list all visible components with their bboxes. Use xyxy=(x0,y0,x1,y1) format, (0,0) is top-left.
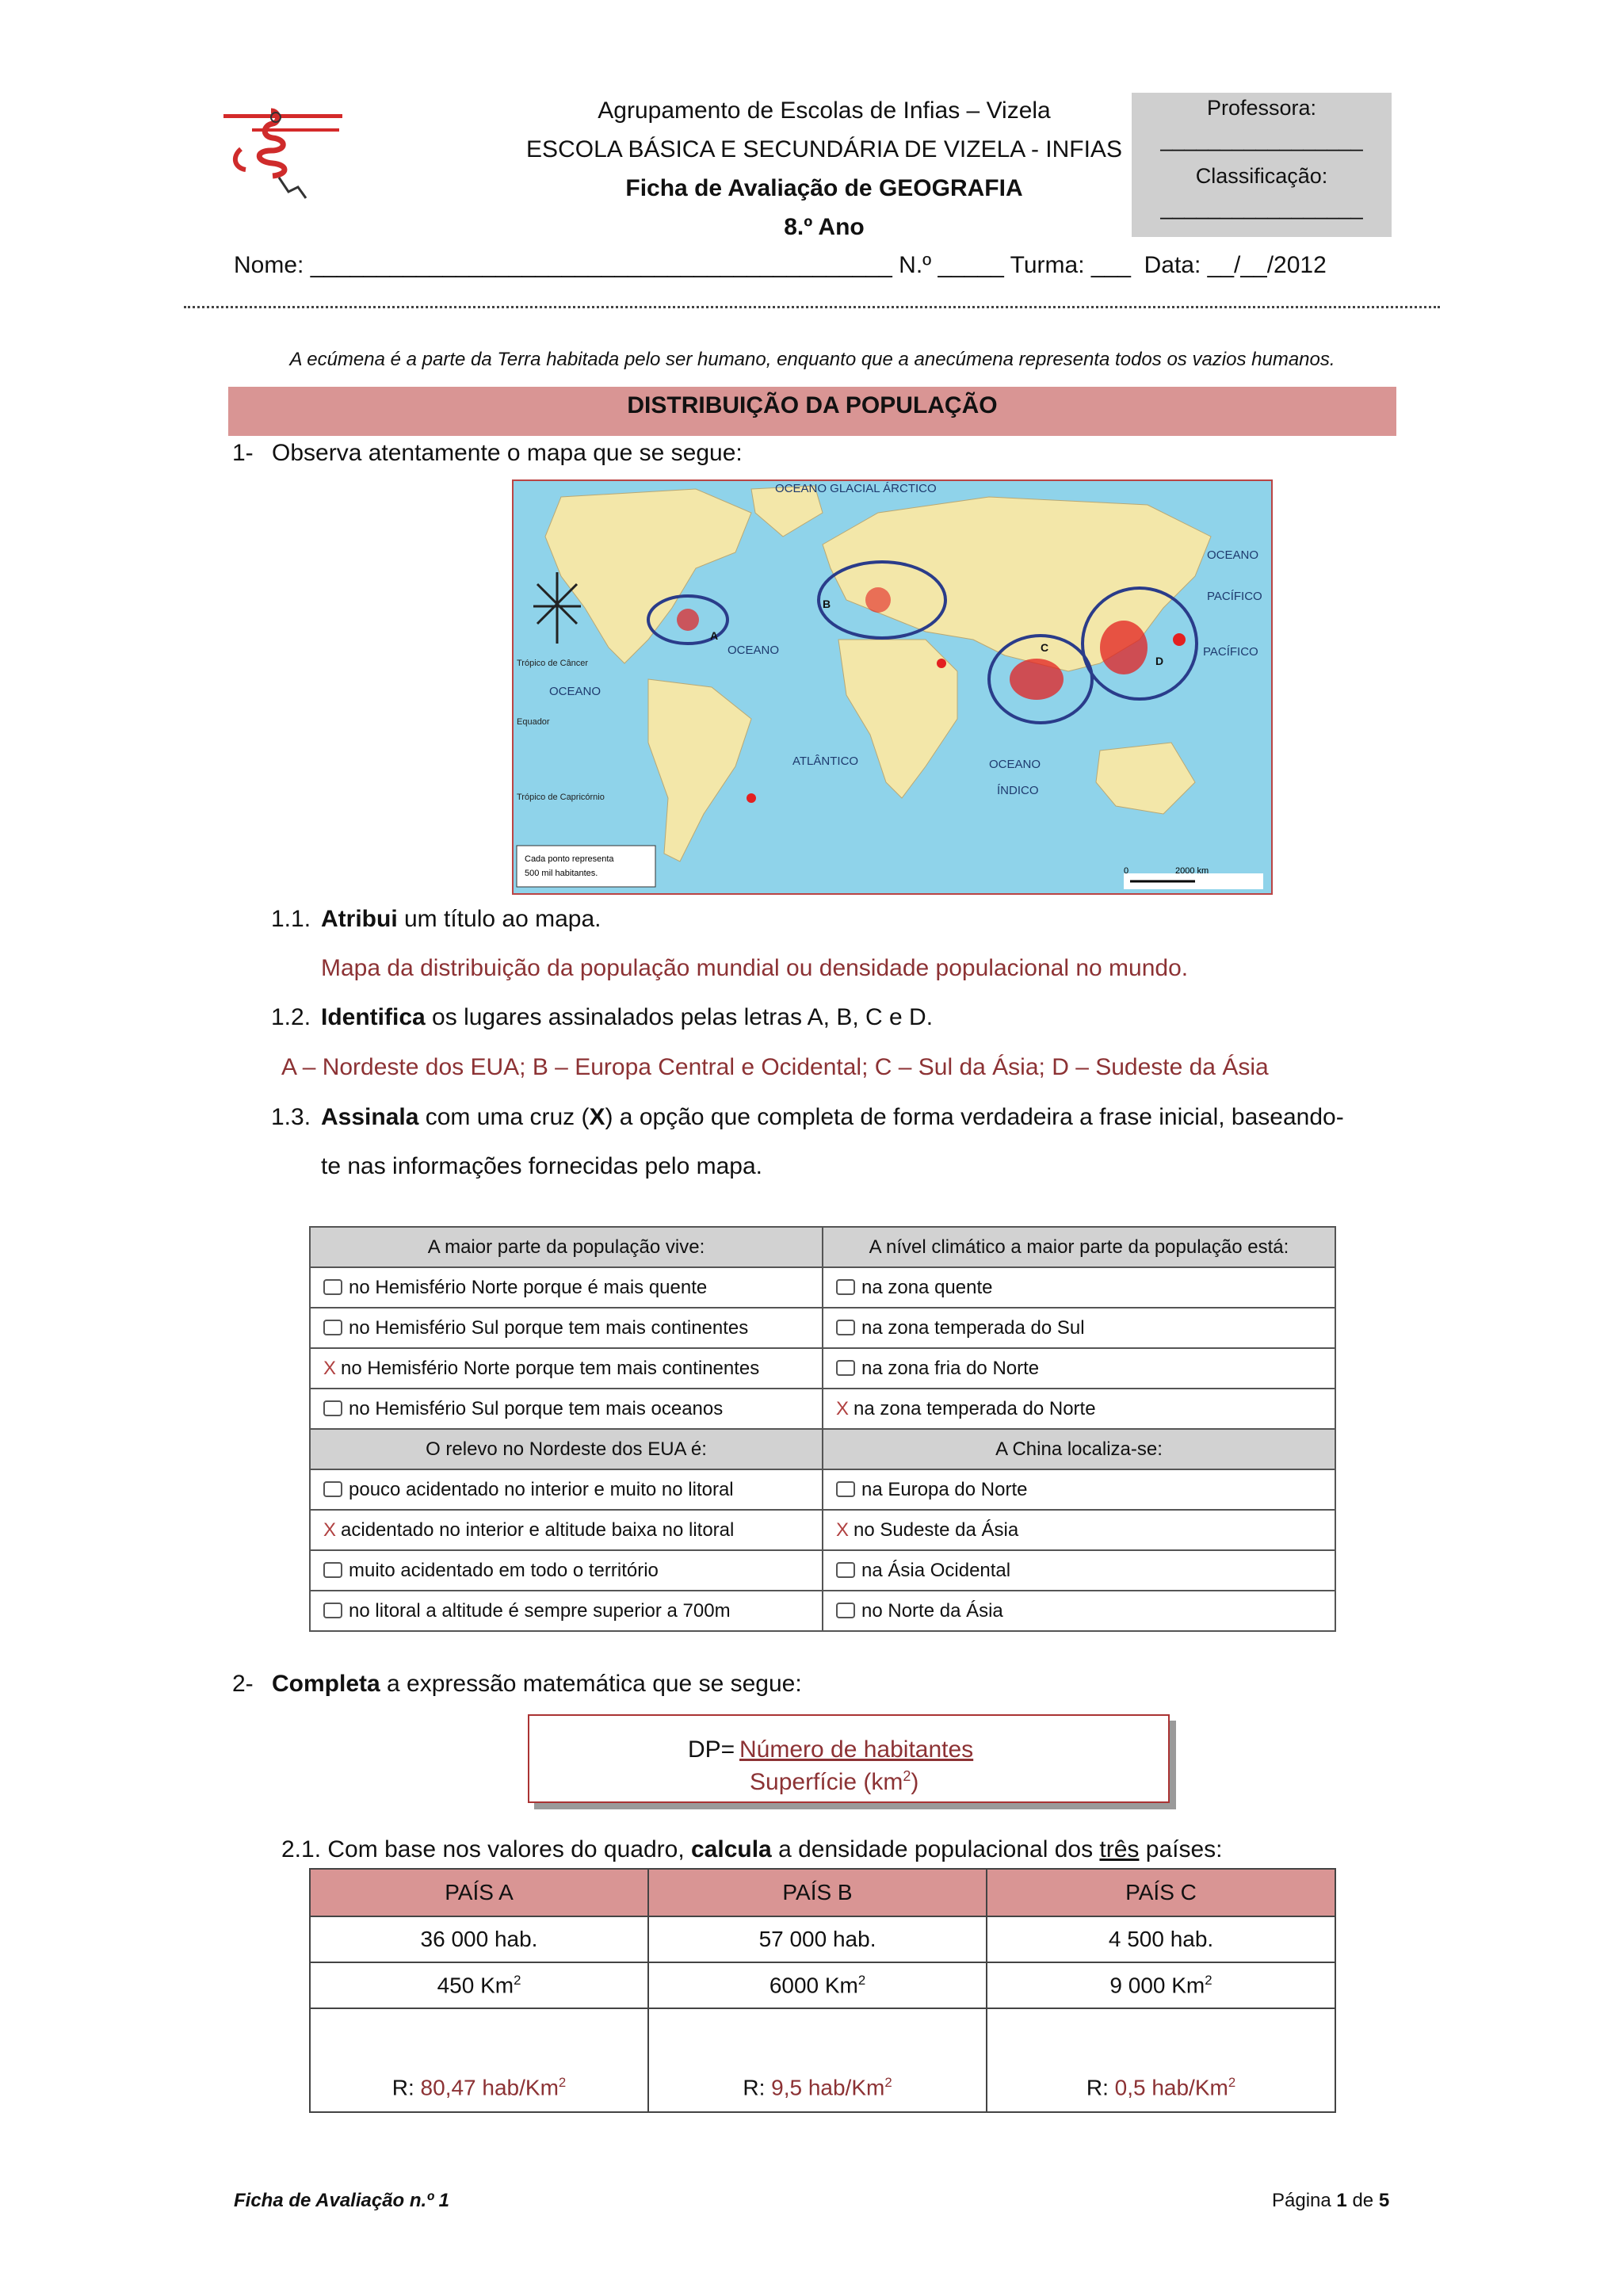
checkbox-icon[interactable] xyxy=(323,1279,342,1295)
formula-close: ) xyxy=(911,1769,919,1795)
q21-text-b: a densidade populacional dos xyxy=(778,1836,1094,1862)
q1-text: Observa atentamente o mapa que se segue: xyxy=(272,440,743,466)
result-a-value: 80,47 hab/Km xyxy=(420,2075,559,2099)
option-cell-right[interactable] xyxy=(823,1469,1335,1510)
density-header-b: PAÍS B xyxy=(648,1869,987,1916)
map-label-capricorn: Trópico de Capricórnio xyxy=(517,793,605,802)
option-cell-left[interactable] xyxy=(310,1267,823,1308)
area-a xyxy=(310,1962,648,2008)
q13-prompt xyxy=(321,1104,1344,1131)
area-a-sup: 2 xyxy=(514,1972,521,1988)
options-row xyxy=(310,1469,1335,1510)
option-cell-left[interactable] xyxy=(310,1469,823,1510)
q2-text: a expressão matemática que se segue: xyxy=(387,1671,802,1697)
option-text: no Norte da Ásia xyxy=(861,1599,1003,1622)
q13-text-c: te nas informações fornecidas pelo mapa. xyxy=(321,1153,762,1179)
q2-bold: Completa xyxy=(272,1671,380,1697)
area-c-sup: 2 xyxy=(1205,1972,1212,1988)
result-c-value: 0,5 hab/Km xyxy=(1114,2075,1228,2099)
options-row xyxy=(310,1308,1335,1348)
option-cell-left[interactable] xyxy=(310,1550,823,1591)
checkbox-icon[interactable] xyxy=(323,1400,342,1416)
q11-bold: Atribui xyxy=(321,906,398,932)
option-cell-right[interactable] xyxy=(823,1550,1335,1591)
map-label-equator: Equador xyxy=(517,717,550,727)
map-label-indian: ÍNDICO xyxy=(997,784,1039,797)
option-cell-left[interactable] xyxy=(310,1591,823,1631)
population-map xyxy=(512,479,1273,895)
teacher-grade-box xyxy=(1132,93,1392,237)
option-text: pouco acidentado no interior e muito no litoral xyxy=(349,1478,734,1500)
header-group-name: Agrupamento de Escolas de Infias – Vizela xyxy=(598,97,1051,124)
q11-text: um título ao mapa. xyxy=(404,906,601,932)
q11-number: 1.1. xyxy=(271,906,311,932)
map-scale-km: 2000 km xyxy=(1175,866,1209,876)
footer-page-num: 1 xyxy=(1336,2190,1347,2211)
header-grade: 8.º Ano xyxy=(784,214,865,240)
option-x-mark: X xyxy=(836,1519,850,1541)
header-divider xyxy=(184,306,1440,308)
footer-title: Ficha de Avaliação n.º 1 xyxy=(234,2190,449,2211)
q12-number: 1.2. xyxy=(271,1004,311,1030)
option-text: na zona temperada do Norte xyxy=(854,1397,1096,1419)
population-b: 57 000 hab. xyxy=(648,1916,987,1962)
option-cell-left[interactable] xyxy=(310,1389,823,1429)
checkbox-icon[interactable] xyxy=(323,1562,342,1578)
area-b xyxy=(648,1962,987,2008)
result-a-prefix: R: xyxy=(391,2075,414,2099)
option-text: na zona quente xyxy=(861,1276,993,1298)
map-label-ocean-2: OCEANO xyxy=(549,685,601,698)
option-text: muito acidentado em todo o território xyxy=(349,1559,659,1581)
footer-of-word: de xyxy=(1352,2190,1374,2211)
map-letter-d: D xyxy=(1155,655,1164,667)
option-cell-right[interactable] xyxy=(823,1510,1335,1550)
checkbox-icon[interactable] xyxy=(323,1603,342,1618)
options-row xyxy=(310,1550,1335,1591)
option-text: na zona fria do Norte xyxy=(861,1357,1040,1379)
formula-denominator-text: Superfície (km xyxy=(750,1769,903,1795)
formula-prefix: DP= xyxy=(688,1736,735,1763)
options-row xyxy=(310,1348,1335,1389)
map-label-atlantic: ATLÂNTICO xyxy=(792,755,859,768)
q13-text-a: com uma cruz ( xyxy=(425,1104,590,1130)
grade-label: Classificação: xyxy=(1195,164,1328,188)
options-row xyxy=(310,1267,1335,1308)
result-c-sup: 2 xyxy=(1228,2074,1236,2090)
checkbox-icon[interactable] xyxy=(836,1562,855,1578)
map-letter-c: C xyxy=(1041,641,1049,654)
option-text: na Europa do Norte xyxy=(861,1478,1028,1500)
result-b-sup: 2 xyxy=(884,2074,892,2090)
footer-page xyxy=(1272,2190,1389,2212)
map-letter-a: A xyxy=(710,629,719,642)
option-cell-right[interactable] xyxy=(823,1267,1335,1308)
result-a xyxy=(310,2008,648,2112)
options-row xyxy=(310,1510,1335,1550)
map-legend-1: Cada ponto representa xyxy=(525,854,614,864)
option-x-mark: X xyxy=(323,1357,337,1379)
options-row xyxy=(310,1389,1335,1429)
checkbox-icon[interactable] xyxy=(836,1360,855,1376)
section-title: DISTRIBUIÇÃO DA POPULAÇÃO xyxy=(228,387,1396,436)
q13-number: 1.3. xyxy=(271,1104,311,1130)
population-a: 36 000 hab. xyxy=(310,1916,648,1962)
options-header-row xyxy=(310,1429,1335,1469)
q13-bold: Assinala xyxy=(321,1104,419,1130)
map-label-pacific-2: PACÍFICO xyxy=(1203,645,1258,659)
result-c-prefix: R: xyxy=(1086,2075,1109,2099)
map-label-arctic: OCEANO GLACIAL ÁRCTICO xyxy=(775,482,937,495)
q21-underline: três xyxy=(1099,1836,1140,1862)
options-row xyxy=(310,1591,1335,1631)
options-header-right: A nível climático a maior parte da população está: xyxy=(823,1227,1335,1267)
header-school-name: ESCOLA BÁSICA E SECUNDÁRIA DE VIZELA - INFIAS xyxy=(526,136,1122,162)
q13-x: X xyxy=(589,1104,605,1130)
density-table xyxy=(309,1868,1336,2113)
q11-prompt xyxy=(321,906,601,933)
student-id-line: Nome: ____________________________________________ N.º _____ Turma: ___ Data: __/__/2012 xyxy=(234,252,1327,278)
option-text: no Hemisfério Sul porque tem mais continentes xyxy=(349,1316,749,1339)
q21-text-a: Com base nos valores do quadro, xyxy=(327,1836,685,1862)
q1-number: 1- xyxy=(232,440,254,466)
q11-answer: Mapa da distribuição da população mundial ou densidade populacional no mundo. xyxy=(321,955,1189,981)
result-c xyxy=(987,2008,1335,2112)
options-header-left: O relevo no Nordeste dos EUA é: xyxy=(310,1429,823,1469)
map-letter-b: B xyxy=(823,598,831,610)
density-header-a: PAÍS A xyxy=(310,1869,648,1916)
q13-text-b: ) a opção que completa de forma verdadeira a frase inicial, baseando- xyxy=(605,1104,1344,1130)
checkbox-icon[interactable] xyxy=(323,1481,342,1497)
area-b-sup: 2 xyxy=(857,1972,866,1988)
footer-page-total: 5 xyxy=(1378,2190,1390,2211)
option-cell-left[interactable] xyxy=(310,1510,823,1550)
intro-text: A ecúmena é a parte da Terra habitada pelo ser humano, enquanto que a anecúmena representa todos os vazios humanos. xyxy=(289,349,1335,370)
options-table xyxy=(309,1226,1336,1632)
header-test-title: Ficha de Avaliação de GEOGRAFIA xyxy=(625,175,1023,201)
q21-text-c: países: xyxy=(1145,1836,1223,1862)
option-text: no Sudeste da Ásia xyxy=(854,1519,1019,1541)
checkbox-icon[interactable] xyxy=(836,1320,855,1335)
teacher-line: _________________ xyxy=(1160,128,1363,151)
q21-bold: calcula xyxy=(691,1836,772,1862)
q2-prompt xyxy=(272,1671,802,1698)
options-header-left: A maior parte da população vive: xyxy=(310,1227,823,1267)
option-cell-left[interactable] xyxy=(310,1348,823,1389)
formula-numerator: Número de habitantes xyxy=(739,1736,974,1763)
q12-bold: Identifica xyxy=(321,1004,426,1030)
q12-prompt xyxy=(321,1004,933,1031)
result-a-sup: 2 xyxy=(558,2074,567,2090)
options-header-right: A China localiza-se: xyxy=(823,1429,1335,1469)
area-c xyxy=(987,1962,1335,2008)
q21-prompt xyxy=(281,1836,1223,1863)
option-text: no Hemisfério Norte porque tem mais continentes xyxy=(341,1357,760,1379)
q12-answer: A – Nordeste dos EUA; B – Europa Central e Ocidental; C – Sul da Ásia; D – Sudeste da Ásia xyxy=(281,1054,1269,1080)
option-text: acidentado no interior e altitude baixa no litoral xyxy=(341,1519,735,1541)
option-x-mark: X xyxy=(836,1397,850,1419)
result-b-value: 9,5 hab/Km xyxy=(771,2075,885,2099)
formula-denominator xyxy=(750,1768,918,1796)
map-label-ocean-3: OCEANO xyxy=(989,758,1041,771)
map-label-ocean-4: OCEANO xyxy=(1207,548,1259,562)
map-label-ocean-1: OCEANO xyxy=(727,644,780,657)
checkbox-icon[interactable] xyxy=(836,1481,855,1497)
area-c-value: 9 000 Km xyxy=(1109,1973,1205,1998)
option-text: no Hemisfério Norte porque é mais quente xyxy=(349,1276,708,1298)
option-cell-right[interactable] xyxy=(823,1591,1335,1631)
checkbox-icon[interactable] xyxy=(836,1603,855,1618)
result-b-prefix: R: xyxy=(743,2075,766,2099)
option-text: na zona temperada do Sul xyxy=(861,1316,1085,1339)
area-b-value: 6000 Km xyxy=(769,1973,858,1998)
option-cell-right[interactable] xyxy=(823,1389,1335,1429)
result-b xyxy=(648,2008,987,2112)
option-text: no Hemisfério Sul porque tem mais oceanos xyxy=(349,1397,724,1419)
map-legend-2: 500 mil habitantes. xyxy=(525,869,598,878)
q21-number: 2.1. xyxy=(281,1836,322,1862)
option-cell-left[interactable] xyxy=(310,1308,823,1348)
density-header-c: PAÍS C xyxy=(987,1869,1335,1916)
footer-page-word: Página xyxy=(1272,2190,1331,2211)
map-label-cancer: Trópico de Câncer xyxy=(517,659,589,668)
option-cell-right[interactable] xyxy=(823,1308,1335,1348)
checkbox-icon[interactable] xyxy=(836,1279,855,1295)
option-text: na Ásia Ocidental xyxy=(861,1559,1011,1581)
grade-line: _________________ xyxy=(1160,196,1363,220)
option-cell-right[interactable] xyxy=(823,1348,1335,1389)
school-logo xyxy=(223,105,342,208)
q12-text: os lugares assinalados pelas letras A, B, C e D. xyxy=(432,1004,934,1030)
formula-sup: 2 xyxy=(903,1768,911,1784)
options-header-row xyxy=(310,1227,1335,1267)
option-x-mark: X xyxy=(323,1519,337,1541)
formula-box xyxy=(528,1714,1170,1803)
population-c: 4 500 hab. xyxy=(987,1916,1335,1962)
map-scale-zero: 0 xyxy=(1124,866,1129,876)
teacher-label: Professora: xyxy=(1206,96,1317,120)
q2-number: 2- xyxy=(232,1671,254,1697)
option-text: no litoral a altitude é sempre superior a 700m xyxy=(349,1599,731,1622)
map-label-pacific-1: PACÍFICO xyxy=(1207,590,1262,603)
checkbox-icon[interactable] xyxy=(323,1320,342,1335)
area-a-value: 450 Km xyxy=(437,1973,514,1998)
